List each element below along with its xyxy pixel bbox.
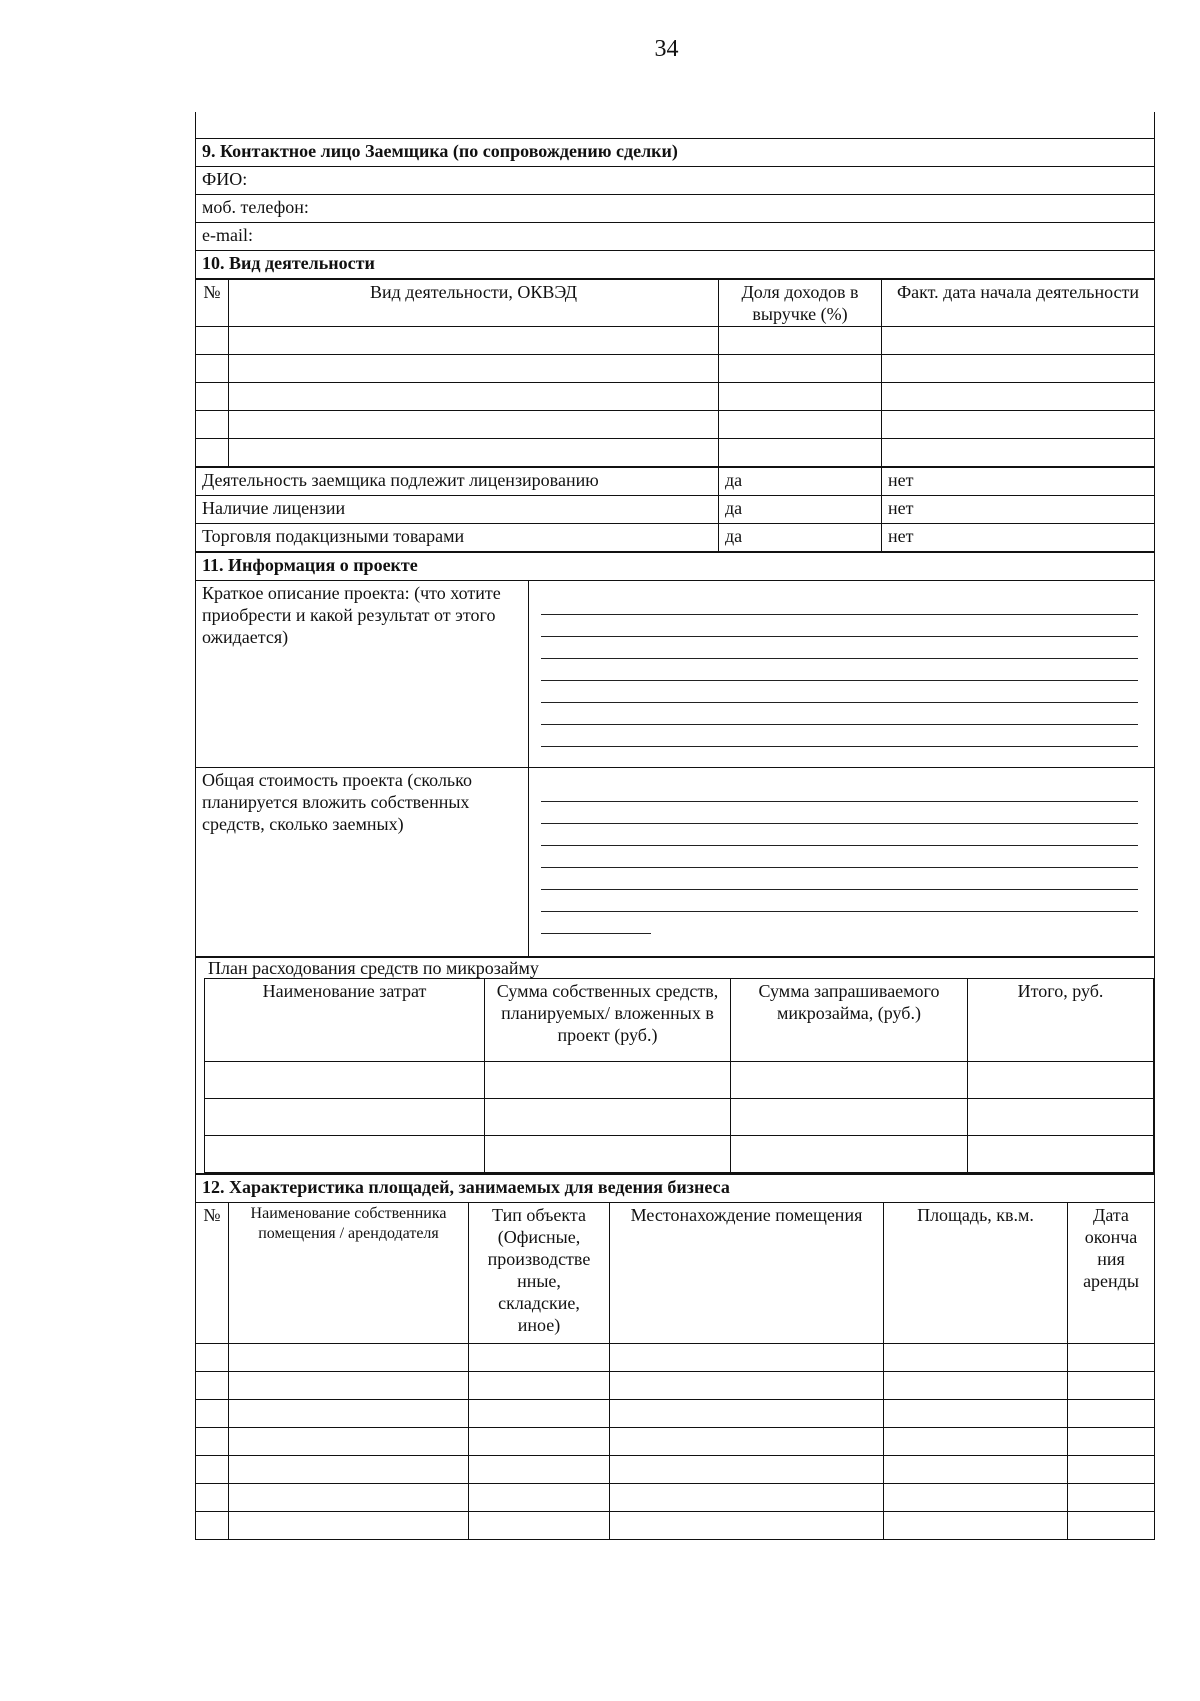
section9-title: 9. Контактное лицо Заемщика (по сопровождению сделки)	[196, 139, 1155, 167]
plan-col-own: Сумма собственных средств, планируемых/ вложенных в проект (руб.)	[485, 979, 731, 1062]
phone-field[interactable]: моб. телефон:	[196, 195, 1155, 223]
table-row	[196, 1428, 1155, 1456]
cost-label: Общая стоимость проекта (сколько планируется вложить собственных средств, сколько заемных)	[196, 768, 529, 957]
table-row	[196, 411, 1155, 439]
project-table	[195, 552, 1155, 957]
table-row	[196, 327, 1155, 355]
premises-col-owner: Наименование собственника помещения / арендодателя	[229, 1203, 469, 1344]
description-input[interactable]	[529, 581, 1155, 768]
plan-col-total: Итого, руб.	[968, 979, 1154, 1062]
licensing-table	[195, 467, 1155, 552]
plan-col-name: Наименование затрат	[205, 979, 485, 1062]
table-row	[205, 1136, 1154, 1173]
col-no-header: №	[196, 280, 229, 327]
licensing-label: Деятельность заемщика подлежит лицензированию	[196, 468, 719, 496]
table-row	[196, 1400, 1155, 1428]
licensing-yes-option[interactable]: да	[719, 468, 882, 496]
description-label: Краткое описание проекта: (что хотите приобрести и какой результат от этого ожидается)	[196, 581, 529, 768]
col-date-header: Факт. дата начала деятельности	[882, 280, 1155, 327]
email-field[interactable]: e-mail:	[196, 223, 1155, 251]
table-row	[196, 1344, 1155, 1372]
table-row	[196, 383, 1155, 411]
excise-label: Торговля подакцизными товарами	[196, 524, 719, 552]
section11-title: 11. Информация о проекте	[196, 553, 1155, 581]
table-row	[196, 1372, 1155, 1400]
section12-title: 12. Характеристика площадей, занимаемых для ведения бизнеса	[196, 1175, 1155, 1203]
spending-plan-table	[204, 978, 1154, 1173]
premises-col-type: Тип объекта (Офисные, производстве нные, складские, иное)	[469, 1203, 610, 1344]
activity-table	[195, 279, 1155, 467]
premises-col-end-date: Дата оконча ния аренды	[1068, 1203, 1155, 1344]
col-activity-header: Вид деятельности, ОКВЭД	[229, 280, 719, 327]
table-row	[196, 1512, 1155, 1540]
excise-yes-option[interactable]: да	[719, 524, 882, 552]
section9-table	[195, 138, 1155, 279]
license-yes-option[interactable]: да	[719, 496, 882, 524]
cost-input[interactable]	[529, 768, 1155, 957]
spending-plan	[195, 957, 1155, 1174]
table-row	[205, 1099, 1154, 1136]
premises-table	[195, 1174, 1155, 1540]
page-number: 34	[654, 36, 679, 62]
premises-col-location: Местонахождение помещения	[610, 1203, 884, 1344]
col-share-header: Доля доходов в выручке (%)	[719, 280, 882, 327]
excise-no-option[interactable]: нет	[882, 524, 1155, 552]
table-row	[205, 1062, 1154, 1099]
license-label: Наличие лицензии	[196, 496, 719, 524]
application-form	[195, 112, 1155, 1540]
plan-col-loan: Сумма запрашиваемого микрозайма, (руб.)	[731, 979, 968, 1062]
table-row	[196, 1456, 1155, 1484]
table-row	[196, 439, 1155, 467]
licensing-no-option[interactable]: нет	[882, 468, 1155, 496]
premises-col-no: №	[196, 1203, 229, 1344]
table-continuation	[195, 112, 1155, 138]
license-no-option[interactable]: нет	[882, 496, 1155, 524]
table-row	[196, 1484, 1155, 1512]
fio-field[interactable]: ФИО:	[196, 167, 1155, 195]
section10-title: 10. Вид деятельности	[196, 251, 1155, 279]
plan-title: План расходования средств по микрозайму	[208, 958, 539, 978]
premises-col-area: Площадь, кв.м.	[884, 1203, 1068, 1344]
table-row	[196, 355, 1155, 383]
